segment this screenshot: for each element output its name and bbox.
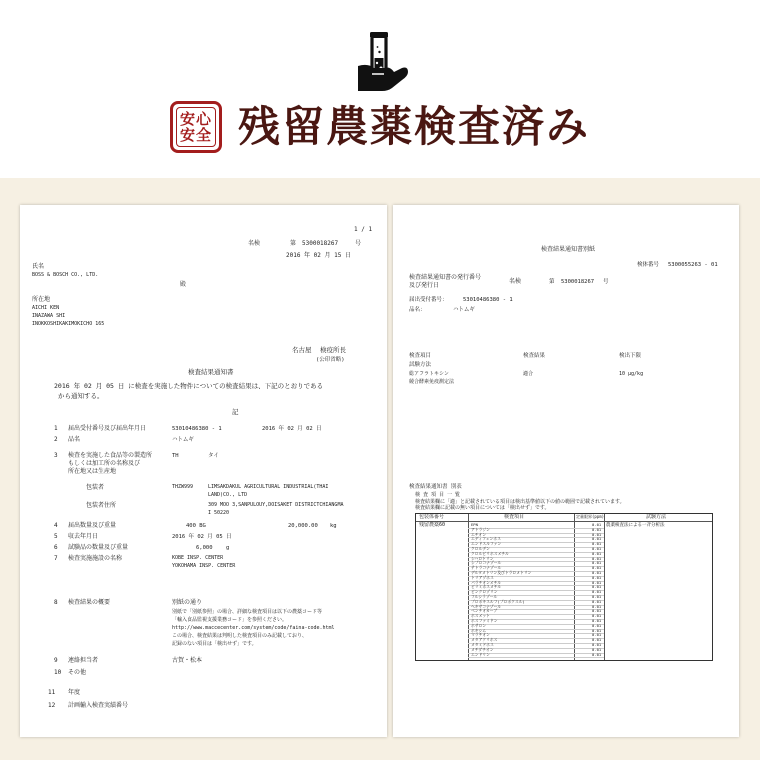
intro-text-2: から通知する。	[58, 392, 104, 400]
table-row-value: 0.01	[592, 618, 602, 623]
address-line: INAZAWA SHI	[32, 313, 66, 319]
item-number: 9	[54, 657, 58, 664]
method-label: 試験方法	[409, 362, 432, 368]
table-row-item: テトラコナゾール	[471, 565, 502, 571]
item-label: 品名	[68, 436, 81, 443]
issuer-no-suffix: 号	[603, 279, 609, 285]
table-method: 農薬検査法による一斉分析法	[606, 523, 665, 528]
table-row-item: クロルピリホスメチル	[471, 550, 509, 556]
sample-number-label: 検体番号	[637, 262, 660, 268]
table-row-item: ヘキサコナゾール	[471, 603, 502, 609]
table-row-value: 0.01	[592, 651, 602, 657]
item-label: 検査を実施した食品等の製造所	[68, 452, 153, 459]
item-value: 「輸入食品監視支援業務コード」を参照ください。	[172, 617, 288, 623]
item-value: http://www.maccecenter.com/system/code/faina-code.html	[172, 625, 335, 631]
item-number: 10	[54, 669, 62, 676]
item-label: 試験品の数量及び重量	[68, 544, 129, 551]
table-row-item: ホキシム	[471, 627, 486, 633]
item-value: LAND)CO., LTD	[208, 492, 248, 498]
cert-number: 5300018267	[302, 240, 339, 247]
inspection-notice-document	[20, 205, 387, 737]
table-row-item: アトラジン	[471, 526, 490, 532]
table-row-value: 0.01	[592, 565, 602, 571]
table-row-value: 0.01	[592, 546, 602, 551]
table-header: 包装体番号	[419, 514, 445, 520]
results-head-result: 検査結果	[523, 353, 546, 359]
table-row-value: 0.01	[592, 608, 602, 614]
item-label: 検査結果の概要	[68, 599, 111, 606]
product-name: ハトムギ	[453, 307, 475, 313]
table-row-divider	[468, 533, 604, 534]
issuer-name: 名検	[509, 278, 522, 285]
pesticide-results-table	[415, 513, 713, 661]
table-row-item: EPN	[471, 522, 478, 527]
item-value: 別紙の通り	[172, 599, 203, 606]
item-number: 11	[48, 689, 56, 696]
table-header: 定量限界(ppm)	[576, 514, 605, 519]
receipt-label: 届出受付番号：	[409, 297, 448, 303]
annex-note: 検査結果欄に「適」と記載されている項目は検出基準値以下の値の範囲で記載されています。	[415, 499, 625, 505]
result-item: 総アフラトキシン	[409, 371, 449, 377]
cert-no-suffix: 号	[355, 240, 362, 247]
table-row-item: ピリミホスメチル	[471, 584, 502, 590]
item-label: その他	[68, 669, 87, 676]
table-row-value: 0.01	[592, 603, 602, 609]
table-row-divider	[468, 624, 604, 625]
item-number: 4	[54, 522, 58, 529]
table-row-item: フルシラゾール	[471, 594, 498, 599]
page-title: 残留農薬検査済み	[238, 102, 591, 151]
table-row-value: 0.01	[592, 584, 602, 590]
item-label: 収去年月日	[68, 533, 99, 540]
table-row-item: ホスメット	[471, 613, 490, 619]
table-row-item: メタアクリホス	[471, 637, 498, 643]
table-row-item: デルタメトリン及びトラロメトリン	[471, 570, 532, 575]
result-value: 適合	[523, 371, 534, 377]
table-row-item: メチダチオン	[471, 646, 494, 652]
item-number: 6	[54, 544, 58, 551]
company-name: BOSS & BOSCH CO., LTD.	[32, 272, 99, 278]
item-value: 20,000.00	[288, 523, 318, 529]
item-value: 309 MOO 3,SANPULOUY,DOISAKET DISTRICTCHIANGMA	[208, 502, 344, 508]
item-number: 3	[54, 452, 58, 459]
badge-line-2: 安全	[179, 126, 212, 144]
table-row-value: 0.01	[592, 589, 602, 595]
item-value: 記録のない項目は「検出せず」です。	[172, 641, 257, 647]
table-row-value: 0.01	[592, 637, 602, 643]
item-number: 7	[54, 555, 58, 562]
item-label: 連絡担当者	[68, 657, 99, 664]
item-value: ハトムギ	[172, 437, 194, 443]
issuer-number: 5300018267	[561, 279, 595, 285]
item-label: 検査実施施設の名称	[68, 555, 123, 562]
page-number: 1 / 1	[354, 226, 373, 233]
annex-subtitle: 検 査 項 目 一 覧	[415, 492, 461, 498]
item-label: もしくは加工所の名称及び	[68, 460, 141, 467]
result-limit: 10 μg/kg	[619, 371, 644, 377]
table-row-item: メタミドホス	[471, 642, 494, 647]
table-row-value: 0.01	[592, 541, 602, 547]
product-label: 品名：	[409, 307, 426, 313]
test-tube-in-hand-icon	[350, 30, 410, 94]
address-line: INOKKOSHIKAKIMOKICHO 165	[32, 321, 105, 327]
badge-line-1: 安心	[179, 110, 212, 128]
name-label: 氏名	[32, 263, 45, 270]
item-value: 53010486380 - 1	[172, 426, 222, 432]
table-row-value: 0.01	[592, 642, 602, 647]
document-area	[0, 178, 760, 760]
table-row-value: 0.01	[592, 646, 602, 652]
table-row-item: ベンチオカーブ	[471, 608, 498, 614]
item-value: タイ	[208, 453, 219, 459]
table-header: 試験方法	[646, 514, 667, 520]
table-row-item: シハロトリン	[471, 555, 494, 561]
annex-note: 検査結果欄に記載の無い項目については「検出せず」です。	[415, 505, 550, 511]
cert-label: 名検	[248, 240, 261, 247]
office-title: 検疫所長	[320, 346, 346, 354]
table-row-value: 0.01	[592, 522, 602, 527]
issuer-label-2: 及び発行日	[409, 282, 440, 289]
table-header-row	[416, 514, 712, 522]
issuer-label: 検査結果通知書の発行番号	[409, 274, 482, 281]
item-value: YOKOHAMA INSP. CENTER	[172, 563, 236, 569]
table-group: 残留農薬60	[419, 522, 446, 528]
seal-note: (公印省略)	[316, 357, 345, 363]
item-label: 届出受付番号及び届出年月日	[68, 425, 147, 432]
table-row-item: トリアゾホス	[471, 574, 494, 580]
address-line: AICHI KEN	[32, 305, 60, 311]
issue-date: 2016 年 02 月 15 日	[286, 252, 351, 259]
table-row-item: パラチオンメチル	[471, 579, 501, 585]
results-head-item: 検査項目	[409, 353, 432, 359]
item-value: kg	[330, 523, 337, 529]
item-value: 古賀・松本	[172, 657, 203, 664]
item-value: この場合、検査結果は判明した検査項目のみ記載しており、	[172, 633, 308, 639]
table-row-item: エチオン	[471, 531, 487, 537]
item-value: 400 BG	[186, 523, 206, 529]
item-value: LIMSAKDAKUL AGRICULTURAL INDUSTRIAL(THAI	[208, 484, 329, 490]
table-row-divider	[468, 657, 604, 658]
item-number: 5	[54, 533, 58, 540]
office-name: 名古屋	[292, 346, 312, 354]
table-row-value: 0.01	[592, 560, 602, 566]
ki-mark: 記	[232, 408, 239, 416]
item-value: 2016 年 02 月 05 日	[172, 534, 232, 540]
receipt-number: 53010486380 - 1	[463, 297, 513, 303]
table-row-item: エンドリン	[471, 651, 490, 657]
table-row-value: 0.01	[592, 526, 602, 532]
item-label: 所在地又は生産地	[68, 468, 117, 475]
item-label: 包装者	[86, 484, 105, 491]
table-row-value: 0.01	[592, 531, 602, 537]
table-row-value: 0.01	[592, 579, 602, 585]
results-head-limit: 検出下限	[619, 353, 642, 359]
item-number: 8	[54, 599, 58, 606]
table-row-value: 0.01	[592, 570, 602, 575]
table-row-item: シプロコナゾール	[471, 560, 502, 566]
table-row-item: エンドスルファン	[471, 541, 502, 547]
issuer-no-label: 第	[549, 279, 555, 285]
table-row-item: ホスファミドン	[471, 618, 498, 623]
item-value: 6,000	[196, 545, 213, 551]
document-title: 検査結果通知書	[188, 368, 234, 376]
item-number: 2	[54, 436, 58, 443]
item-value: 2016 年 02 月 02 日	[262, 426, 322, 432]
table-row-value: 0.01	[592, 594, 602, 599]
page-header	[0, 0, 760, 178]
item-label: 年度	[68, 689, 81, 696]
table-row-item: プロポキスルフ(プロポクスル)	[471, 598, 525, 604]
sample-number: 5300055263 - 01	[668, 262, 718, 268]
item-label: 届出数量及び重量	[68, 522, 117, 529]
annex-doc-title: 検査結果通知書別紙	[541, 246, 596, 253]
item-number: 1	[54, 425, 58, 432]
honorific: 殿	[180, 281, 187, 288]
item-value: KOBE INSP. CENTER	[172, 555, 224, 561]
table-header: 検査項目	[504, 514, 525, 520]
item-number: 12	[48, 702, 56, 709]
table-row-item: ピンクロゾリン	[471, 589, 498, 595]
table-row-value: 0.01	[592, 632, 602, 638]
table-row-item: ホサロン	[471, 622, 487, 628]
safety-badge	[170, 101, 222, 153]
table-row-divider	[468, 629, 604, 630]
item-value: TH	[172, 453, 179, 459]
table-row-item: エディフェンホス	[471, 536, 501, 542]
table-row-value: 0.01	[592, 574, 602, 580]
item-value: 別紙で「別紙参照」の場合、詳細な検査項目は以下の農薬コード等	[172, 609, 323, 615]
item-value: THZW999	[172, 484, 194, 490]
inspection-annex-document	[393, 205, 739, 737]
address-label: 所在地	[32, 296, 51, 303]
item-value: g	[226, 545, 230, 551]
annex-title: 検査結果通知書 別表	[409, 484, 462, 490]
table-row-value: 0.01	[592, 613, 602, 619]
table-row-value: 0.01	[592, 550, 602, 556]
table-row-value: 0.01	[592, 622, 602, 628]
item-label: 包装者住所	[86, 502, 117, 509]
table-row-item: マラチオン	[471, 632, 490, 638]
table-row-value: 0.01	[592, 555, 602, 561]
item-value: I 50220	[208, 510, 230, 516]
intro-text: 2016 年 02 月 05 日 に検査を実施した物件についての検査結果は、下記のとおりである	[54, 382, 324, 390]
table-row-value: 0.01	[592, 627, 602, 633]
table-row-item: クロルデン	[471, 546, 490, 551]
table-row-value: 0.01	[592, 536, 602, 542]
cert-no-label: 第	[290, 240, 297, 247]
item-label: 計画輸入検査実績番号	[68, 702, 129, 709]
result-method: 競合酵素免疫測定法	[409, 379, 455, 385]
table-row-value: 0.01	[592, 598, 602, 604]
